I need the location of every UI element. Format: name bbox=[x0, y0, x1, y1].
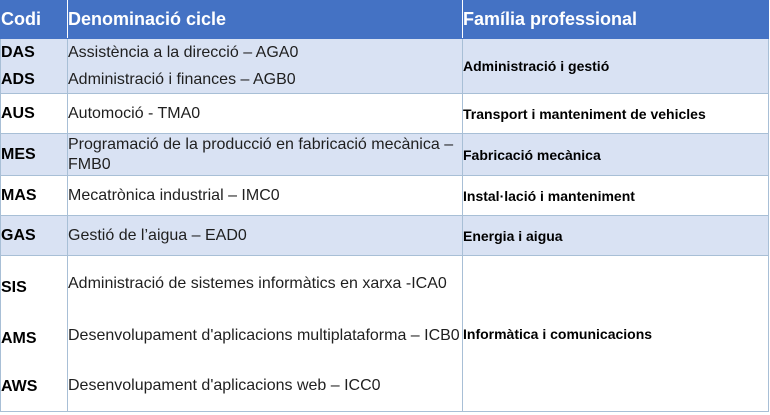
cycle-code: SIS bbox=[1, 278, 27, 296]
cycle-name: Desenvolupament d'aplicacions multiplataforma – ICB0 bbox=[68, 326, 460, 344]
column-header-name: Denominació cicle bbox=[68, 1, 463, 39]
cycle-code: DAS bbox=[1, 43, 35, 61]
family-cell: Transport i manteniment de vehicles bbox=[463, 94, 769, 134]
table-row bbox=[1, 176, 769, 216]
cycle-name: Administració de sistemes informàtics en xarxa -ICA0 bbox=[68, 274, 447, 292]
cycle-name: Desenvolupament d'aplicacions web – ICC0 bbox=[68, 376, 381, 394]
code-cell bbox=[1, 39, 68, 94]
cycle-code: AUS bbox=[1, 94, 68, 134]
cycle-name: Automoció - TMA0 bbox=[68, 94, 463, 134]
table-row bbox=[1, 134, 769, 176]
cycle-code: GAS bbox=[1, 216, 68, 256]
cycle-code: MES bbox=[1, 134, 68, 176]
cycle-name: Gestió de l’aigua – EAD0 bbox=[68, 216, 463, 256]
family-cell: Informàtica i comunicacions bbox=[463, 256, 769, 412]
name-cell bbox=[68, 256, 463, 412]
cycle-code: MAS bbox=[1, 176, 68, 216]
family-cell: Energia i aigua bbox=[463, 216, 769, 256]
cycle-name: Assistència a la direcció – AGA0 bbox=[68, 43, 299, 61]
column-header-code: Codi bbox=[1, 1, 68, 39]
column-header-family: Família professional bbox=[463, 1, 769, 39]
name-cell bbox=[68, 39, 463, 94]
family-cell: Instal·lació i manteniment bbox=[463, 176, 769, 216]
table-row bbox=[1, 39, 769, 94]
cycle-code: AWS bbox=[1, 377, 38, 395]
table-row bbox=[1, 94, 769, 134]
cycle-name: Programació de la producció en fabricació mecànica – FMB0 bbox=[68, 134, 463, 176]
table-row bbox=[1, 256, 769, 412]
cycle-name: Administració i finances – AGB0 bbox=[68, 70, 296, 88]
header-row bbox=[1, 1, 769, 39]
cycle-code: AMS bbox=[1, 329, 37, 347]
code-cell bbox=[1, 256, 68, 412]
cycle-code: ADS bbox=[1, 70, 35, 88]
cycle-name: Mecatrònica industrial – IMC0 bbox=[68, 176, 463, 216]
family-cell: Administració i gestió bbox=[463, 39, 769, 94]
family-cell: Fabricació mecànica bbox=[463, 134, 769, 176]
table-row bbox=[1, 216, 769, 256]
